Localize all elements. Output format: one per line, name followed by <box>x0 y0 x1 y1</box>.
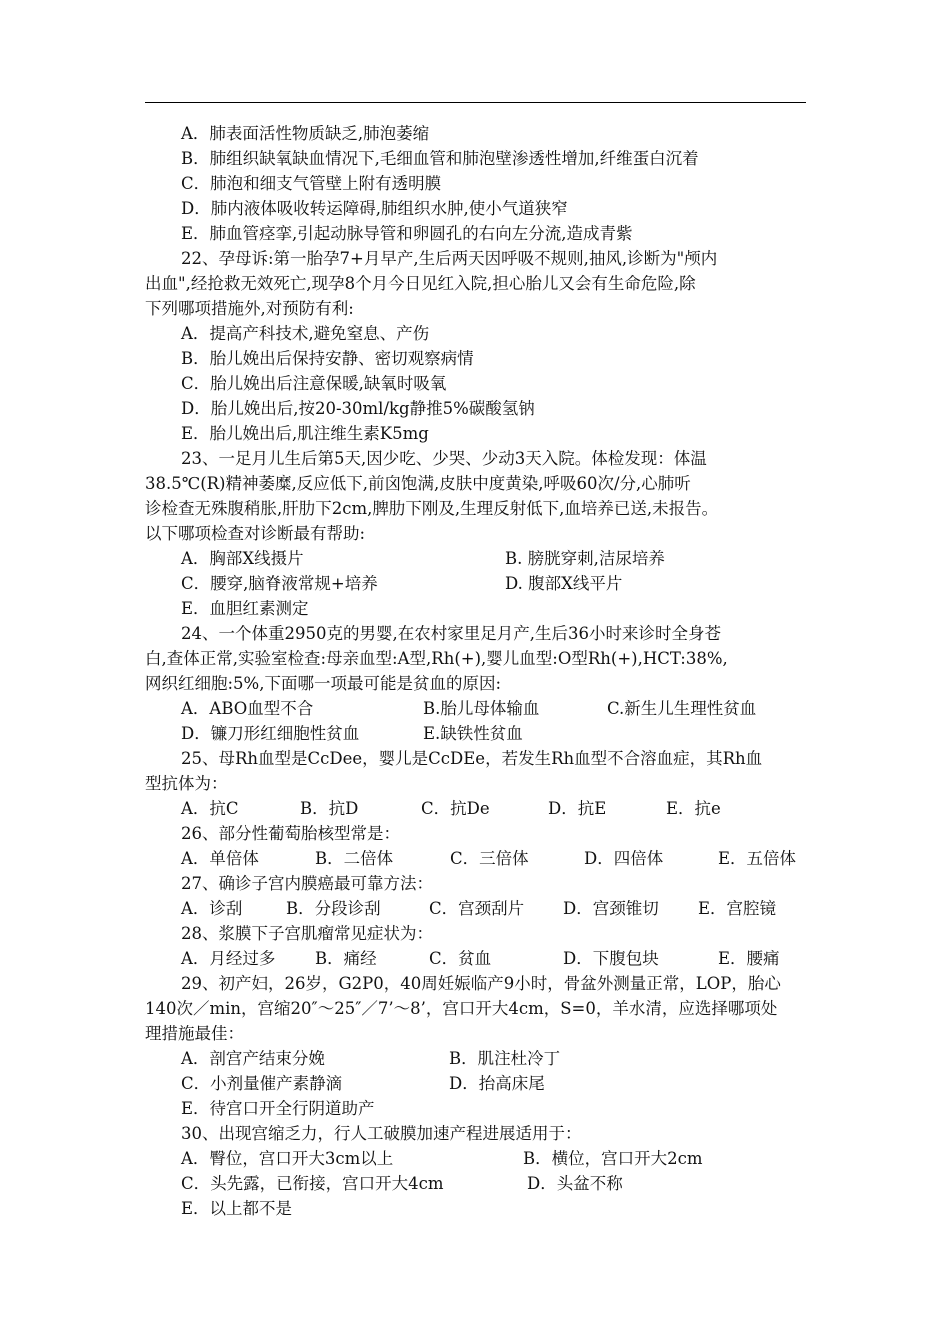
q25-options-row <box>145 796 825 821</box>
q29-option-a: A．剖宫产结束分娩 <box>181 1049 325 1068</box>
q26-option-e: E．五倍体 <box>718 849 797 868</box>
q23-option-a: A．胸部X线摄片 <box>181 549 304 568</box>
q26-option-b: B．二倍体 <box>315 849 394 868</box>
q27-option-b: B．分段诊刮 <box>286 899 381 918</box>
q23-option-c: C．腰穿,脑脊液常规+培养 <box>181 574 378 593</box>
q27-stem: 27、确诊子宫内膜癌最可靠方法： <box>181 874 433 893</box>
q28-option-a: A．月经过多 <box>181 949 276 968</box>
q26-options-row <box>145 846 825 871</box>
q21-option-e: E．肺血管痉挛,引起动脉导管和卵圆孔的右向左分流,造成青紫 <box>181 224 633 243</box>
q23-stem-cont: 诊检查无殊腹稍胀,肝肋下2cm,脾肋下刚及,生理反射低下,血培养已送,未报告。 <box>145 499 719 518</box>
q24-options-row <box>145 696 825 721</box>
q29-option-b: B．肌注杜冷丁 <box>449 1049 561 1068</box>
q24-stem-cont: 白,查体正常,实验室检查:母亲血型:A型,Rh(+),婴儿血型:O型Rh(+),HCT:38%, <box>145 649 728 668</box>
q29-options-row <box>145 1046 825 1071</box>
q29-stem-cont: 140次／min，宫缩20″～25″／7’～8’，宫口开大4cm，S=0，羊水清，应选择哪项处 <box>145 999 778 1018</box>
q22-option-e: E．胎儿娩出后,肌注维生素K5mg <box>181 424 429 443</box>
q22-option-a: A．提高产科技术,避免窒息、产伤 <box>181 324 430 343</box>
q23-options-row <box>145 546 825 571</box>
q29-option-e: E．待宫口开全行阴道助产 <box>181 1099 375 1118</box>
q23-stem: 23、一足月儿生后第5天,因少吃、少哭、少动3天入院。体检发现：体温 <box>181 449 707 468</box>
q30-stem: 30、出现宫缩乏力，行人工破膜加速产程进展适用于： <box>181 1124 582 1143</box>
q30-option-e: E．以上都不是 <box>181 1199 293 1218</box>
exam-content <box>145 121 825 1221</box>
q27-option-d: D．宫颈锥切 <box>563 899 659 918</box>
q22-stem-cont: 出血",经抢救无效死亡,现孕8个月今日见红入院,担心胎儿又会有生命危险,除 <box>145 274 696 293</box>
q27-options-row <box>145 896 825 921</box>
q30-option-c: C．头先露，已衔接，宫口开大4cm <box>181 1174 444 1193</box>
q26-option-d: D．四倍体 <box>584 849 664 868</box>
q25-stem-cont: 型抗体为： <box>145 774 228 793</box>
q23-option-d: D. 腹部X线平片 <box>505 574 623 593</box>
q21-option-d: D．肺内液体吸收转运障碍,肺组织水肿,使小气道狭窄 <box>181 199 568 218</box>
q25-option-e: E．抗e <box>666 799 721 818</box>
q28-option-b: B．痛经 <box>315 949 377 968</box>
q22-stem: 22、孕母诉:第一胎孕7+月早产,生后两天因呼吸不规则,抽风,诊断为"颅内 <box>181 249 718 268</box>
q26-option-c: C．三倍体 <box>450 849 529 868</box>
q27-option-c: C．宫颈刮片 <box>429 899 525 918</box>
q29-option-d: D．抬高床尾 <box>449 1074 545 1093</box>
q22-option-d: D．胎儿娩出后,按20-30ml/kg静推5%碳酸氢钠 <box>181 399 535 418</box>
q24-option-c: C.新生儿生理性贫血 <box>607 699 757 718</box>
q30-option-d: D．头盆不称 <box>527 1174 623 1193</box>
q23-option-e: E．血胆红素测定 <box>181 599 309 618</box>
q26-option-a: A．单倍体 <box>181 849 259 868</box>
q29-stem-cont: 理措施最佳： <box>145 1024 244 1043</box>
q26-stem: 26、部分性葡萄胎核型常是： <box>181 824 400 843</box>
q27-option-a: A．诊刮 <box>181 899 243 918</box>
q24-option-d: D．镰刀形红细胞性贫血 <box>181 724 360 743</box>
q24-stem: 24、一个体重2950克的男婴,在农村家里足月产,生后36小时来诊时全身苍 <box>181 624 721 643</box>
q23-stem-cont: 38.5℃(R)精神萎糜,反应低下,前囟饱满,皮肤中度黄染,呼吸60次/分,心肺听 <box>145 474 691 493</box>
q28-option-c: C．贫血 <box>429 949 492 968</box>
q25-option-c: C．抗De <box>421 799 490 818</box>
q24-option-e: E.缺铁性贫血 <box>423 724 523 743</box>
q21-option-c: C．肺泡和细支气管壁上附有透明膜 <box>181 174 442 193</box>
q22-option-c: C．胎儿娩出后注意保暖,缺氧时吸氧 <box>181 374 447 393</box>
q28-options-row <box>145 946 825 971</box>
q24-option-b: B.胎儿母体输血 <box>423 699 540 718</box>
q28-option-d: D．下腹包块 <box>563 949 659 968</box>
q30-options-row <box>145 1146 825 1171</box>
q22-option-b: B．胎儿娩出后保持安静、密切观察病情 <box>181 349 474 368</box>
q22-stem-cont: 下列哪项措施外,对预防有利: <box>145 299 354 318</box>
q30-option-a: A．臀位，宫口开大3cm以上 <box>181 1149 394 1168</box>
q23-stem-cont: 以下哪项检查对诊断最有帮助: <box>145 524 366 543</box>
q29-stem: 29、初产妇，26岁，G2P0，40周妊娠临产9小时，骨盆外测量正常，LOP，胎心 <box>181 974 781 993</box>
q28-stem: 28、浆膜下子宫肌瘤常见症状为： <box>181 924 433 943</box>
q29-options-row <box>145 1071 825 1096</box>
q23-options-row <box>145 571 825 596</box>
q21-option-b: B．肺组织缺氧缺血情况下,毛细血管和肺泡壁渗透性增加,纤维蛋白沉着 <box>181 149 699 168</box>
q23-option-b: B. 膀胱穿刺,洁尿培养 <box>505 549 665 568</box>
q30-option-b: B．横位，宫口开大2cm <box>523 1149 703 1168</box>
q28-option-e: E．腰痛 <box>718 949 780 968</box>
q27-option-e: E．宫腔镜 <box>698 899 777 918</box>
q24-stem-cont: 网织红细胞:5%,下面哪一项最可能是贫血的原因: <box>145 674 502 693</box>
q25-option-a: A．抗C <box>181 799 239 818</box>
q25-option-b: B．抗D <box>300 799 359 818</box>
q25-option-d: D．抗E <box>548 799 607 818</box>
q25-stem: 25、母Rh血型是CcDee，婴儿是CcDEe，若发生Rh血型不合溶血症，其Rh血 <box>181 749 763 768</box>
q24-option-a: A．ABO血型不合 <box>181 699 314 718</box>
q21-option-a: A．肺表面活性物质缺乏,肺泡萎缩 <box>181 124 430 143</box>
q24-options-row <box>145 721 825 746</box>
q30-options-row <box>145 1171 825 1196</box>
q29-option-c: C．小剂量催产素静滴 <box>181 1074 343 1093</box>
header-rule <box>145 102 806 103</box>
